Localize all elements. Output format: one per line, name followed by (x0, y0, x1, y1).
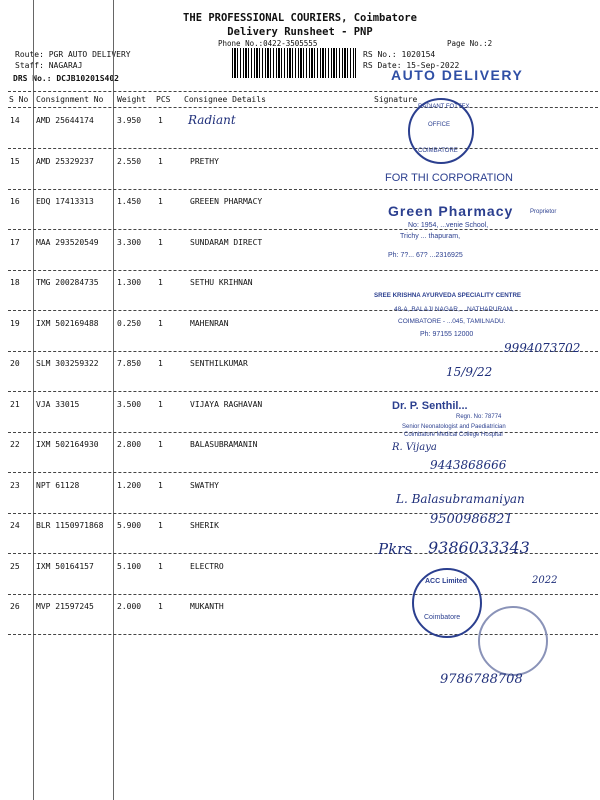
column-rule (33, 0, 34, 800)
dr-senthil-stamp: Dr. P. Senthil... (392, 400, 468, 412)
row-pcs: 1 (158, 521, 163, 530)
row-consignee: SWATHY (190, 480, 219, 490)
dr-senthil-hospital: Coimbatore Medical College Hospital (404, 432, 503, 438)
row-divider (8, 229, 598, 230)
row-sno: 15 (10, 156, 20, 166)
row-sno: 14 (10, 116, 20, 125)
row-weight: 1.200 (117, 480, 142, 490)
sree-krishna-stamp: SREE KRISHNA AYURVEDA SPECIALITY CENTRE (374, 292, 522, 299)
sree-krishna-address-2: COIMBATORE - ...045, TAMILNADU. (398, 318, 506, 325)
page-number: Page No.:2 (447, 39, 493, 48)
row-pcs: 1 (158, 480, 163, 490)
green-pharmacy-phone: Ph: 7?... 67? ...2316925 (388, 252, 463, 259)
row-consignee: MUKANTH (190, 602, 224, 611)
row-pcs: 1 (158, 399, 163, 409)
green-pharmacy-address-2: Trichy ... thapuram, (400, 233, 461, 240)
row-divider (8, 270, 598, 271)
row-weight: 1.450 (117, 197, 142, 206)
col-signature: Signature (374, 95, 418, 104)
dr-senthil-title: Senior Neonatologist and Paediatrician (402, 424, 506, 430)
row-pcs: 1 (158, 278, 163, 287)
row-pcs: 1 (158, 602, 163, 611)
row-consignment: EDQ 17413313 (36, 197, 94, 206)
row-pcs: 1 (158, 116, 163, 125)
row-sno: 17 (10, 237, 20, 247)
rs-number: RS No.: 1020154 (363, 50, 436, 59)
row-consignment: MVP 21597245 (36, 602, 94, 611)
row-consignment: MAA 293520549 (36, 237, 99, 247)
row-sno: 18 (10, 278, 20, 287)
sree-krishna-address-1: 48-A, BALAJI NAGAR, ...NATHAPURAM, (394, 306, 514, 313)
row-consignment: BLR 1150971868 (36, 521, 104, 530)
green-pharmacy-stamp: Green Pharmacy (388, 203, 514, 219)
row-consignee: PRETHY (190, 156, 219, 166)
row-sno: 24 (10, 521, 20, 530)
row-divider (8, 432, 598, 433)
row-consignee: SUNDARAM DIRECT (190, 237, 263, 247)
row-weight: 7.850 (117, 359, 142, 368)
row-pcs: 1 (158, 318, 163, 328)
bala-signature: L. Balasubramaniyan (396, 492, 525, 506)
green-pharmacy-proprietor: Proprietor (530, 209, 557, 215)
row-divider (8, 594, 598, 595)
row-consignee: SHERIK (190, 521, 219, 530)
row-consignment: IXM 502169488 (36, 318, 99, 328)
vijaya-phone: 9443868666 (430, 458, 507, 472)
radiant-stamp-ring: RADIANT FOTTEX (418, 104, 470, 110)
row-consignment: AMD 25644174 (36, 116, 94, 125)
bala-phone: 9500986821 (430, 512, 513, 527)
row-sno: 23 (10, 480, 20, 490)
row-consignee: VIJAYA RAGHAVAN (190, 399, 263, 409)
radiant-stamp-city: COIMBATORE (418, 148, 458, 154)
row-consignee: GREEEN PHARMACY (190, 197, 263, 206)
row-weight: 1.300 (117, 278, 142, 287)
corporation-stamp: FOR THI CORPORATION (385, 172, 513, 184)
column-rule (113, 0, 114, 800)
row-consignee: MAHENRAN (190, 318, 229, 328)
col-weight: Weight (117, 95, 146, 104)
vijaya-signature: R. Vijaya (392, 442, 437, 453)
dr-senthil-regn: Regn. No: 78774 (456, 414, 502, 420)
row-pcs: 1 (158, 237, 163, 247)
row-sno: 16 (10, 197, 20, 206)
row-divider (8, 391, 598, 392)
row-sno: 19 (10, 318, 20, 328)
row-consignee: SETHU KRIHNAN (190, 278, 253, 287)
row-consignment: VJA 33015 (36, 399, 80, 409)
row-weight: 3.950 (117, 116, 142, 125)
row19-date: 15/9/22 (446, 365, 493, 379)
auto-delivery-stamp: AUTO DELIVERY (391, 67, 524, 83)
header-divider-top (8, 91, 598, 92)
route-label: Route: PGR AUTO DELIVERY (15, 50, 131, 59)
radiant-signature: Radiant (188, 113, 236, 127)
row-pcs: 1 (158, 359, 163, 368)
col-sno: S No (9, 95, 29, 104)
row-consignee: BALASUBRAMANIN (190, 440, 258, 449)
staff-label: Staff: NAGARAJ (15, 61, 83, 70)
row-divider (8, 472, 598, 473)
row-weight: 2.800 (117, 440, 142, 449)
runsheet-title: Delivery Runsheet - PNP (227, 26, 373, 38)
row19-phone: 9994073702 (504, 341, 581, 355)
company-title: THE PROFESSIONAL COURIERS, Coimbatore (183, 12, 417, 24)
row-consignment: NPT 61128 (36, 480, 80, 490)
swathy-phone: 9386033343 (428, 538, 530, 557)
row-pcs: 1 (158, 440, 163, 449)
row-weight: 0.250 (117, 318, 142, 328)
acc-date: 2022 (532, 575, 558, 586)
row-sno: 26 (10, 602, 20, 611)
barcode-image (232, 48, 356, 78)
col-pcs: PCS (156, 95, 171, 104)
col-consignment: Consignment No (36, 95, 104, 104)
row-weight: 3.300 (117, 237, 142, 247)
row-consignment: IXM 502164930 (36, 440, 99, 449)
radiant-stamp-office: OFFICE (428, 122, 450, 128)
row-consignment: IXM 50164157 (36, 561, 94, 571)
swathy-signature: Pkrs (378, 540, 413, 558)
row-sno: 20 (10, 359, 20, 368)
row-divider (8, 189, 598, 190)
row-consignee: ELECTRO (190, 561, 224, 571)
row-divider (8, 148, 598, 149)
rs-date: RS Date: 15-Sep-2022 (363, 61, 460, 70)
row-consignment: TMG 200284735 (36, 278, 99, 287)
acc-stamp-ring: ACC Limited (425, 578, 467, 585)
row-consignment: SLM 303259322 (36, 359, 99, 368)
sree-krishna-phone: Ph: 97155 12000 (420, 331, 474, 338)
row-consignment: AMD 25329237 (36, 156, 94, 166)
row-pcs: 1 (158, 197, 163, 206)
row-sno: 25 (10, 561, 20, 571)
row-weight: 3.500 (117, 399, 142, 409)
row-sno: 21 (10, 399, 20, 409)
row-consignee: SENTHILKUMAR (190, 359, 248, 368)
col-consignee: Consignee Details (184, 95, 266, 104)
header-divider-bottom (8, 107, 598, 108)
phone-number: Phone No.:0422-3505555 (218, 39, 318, 48)
green-pharmacy-address-1: No: 1954, ...venie School, (408, 222, 489, 229)
row-weight: 2.550 (117, 156, 142, 166)
drs-number: DRS No.: DCJB10201S402 (13, 74, 119, 83)
acc-stamp-city: Coimbatore (424, 614, 461, 621)
row-weight: 5.100 (117, 561, 142, 571)
row-weight: 5.900 (117, 521, 142, 530)
row-pcs: 1 (158, 156, 163, 166)
mukanth-phone: 9786788708 (440, 672, 523, 687)
row-sno: 22 (10, 440, 20, 449)
row-weight: 2.000 (117, 602, 142, 611)
mukanth-stamp (478, 606, 548, 676)
row-pcs: 1 (158, 561, 163, 571)
